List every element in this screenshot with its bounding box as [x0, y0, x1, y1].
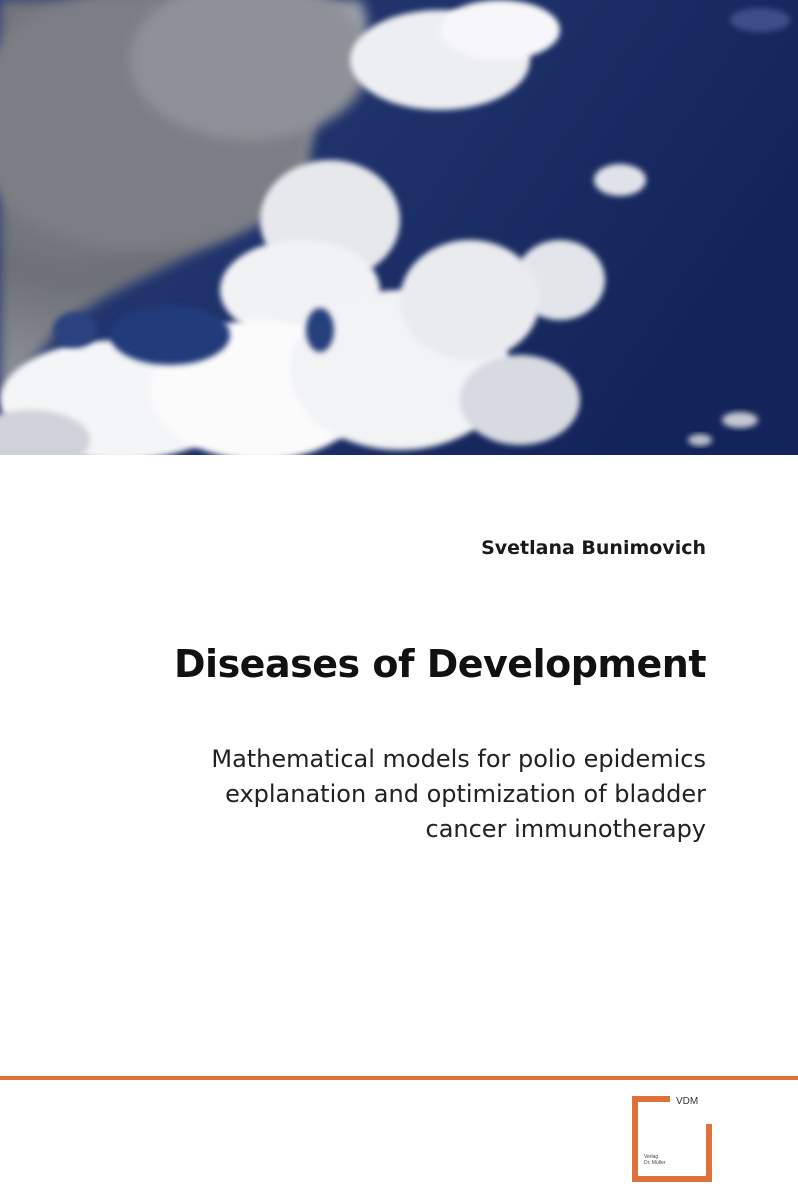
book-subtitle — [26, 742, 706, 847]
cover-photo-sky-clouds — [0, 0, 798, 455]
logo-frame-bottom — [632, 1176, 712, 1182]
book-title: Diseases of Development — [174, 642, 706, 686]
imprint-line: Dr. Müller — [644, 1160, 666, 1166]
subtitle-line: Mathematical models for polio epidemics — [211, 745, 706, 773]
publisher-logo-text: VDM — [676, 1096, 699, 1107]
accent-divider — [0, 1076, 798, 1080]
subtitle-line: explanation and optimization of bladder — [225, 780, 706, 808]
logo-frame-right — [706, 1124, 712, 1182]
publisher-imprint — [644, 1154, 665, 1166]
logo-frame-left — [632, 1096, 638, 1182]
subtitle-line: cancer immunotherapy — [425, 815, 706, 843]
publisher-logo — [632, 1096, 712, 1186]
imprint-line: Verlag — [644, 1154, 659, 1160]
author-name: Svetlana Bunimovich — [481, 537, 706, 559]
